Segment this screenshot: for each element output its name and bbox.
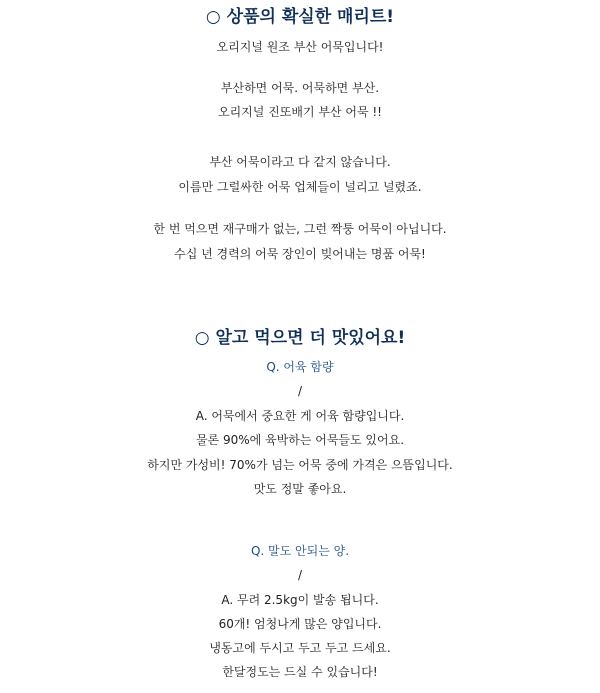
section-heading-tips: ○ 알고 먹으면 더 맛있어요! [194,328,406,348]
answer-line: A. 무려 2.5kg이 발송 됩니다. [221,593,379,607]
merit-line-5: 이름만 그럴싸한 어묵 업체들이 널리고 널렸죠. [178,180,422,194]
answer-line: A. 어묵에서 중요한 게 어육 함량입니다. [195,409,405,423]
section-heading-merit: ○ 상품의 확실한 매리트! [205,7,395,27]
merit-line-2: 부산하면 어묵. 어묵하면 부산. [220,81,380,95]
answer-line: 맛도 정말 좋아요. [253,482,347,496]
answer-line: 한달정도는 드실 수 있습니다! [222,665,378,679]
qa-separator: / [297,384,303,398]
merit-line-3: 오리지널 진또배기 부산 어묵 !! [218,105,382,119]
answer-line: 하지만 가성비! 70%가 넘는 어묵 중에 가격은 으뜸입니다. [147,458,453,472]
question-quantity: Q. 말도 안되는 양. [250,544,350,558]
merit-line-6: 한 번 먹으면 재구매가 없는, 그런 짝퉁 어묵이 아닙니다. [153,222,447,236]
merit-line-4: 부산 어묵이라고 다 같지 않습니다. [209,155,391,169]
merit-line-1: 오리지널 원조 부산 어묵입니다! [216,40,384,54]
question-fish-content: Q. 어육 함량 [266,360,334,374]
qa-separator: / [297,568,303,582]
answer-line: 물론 90%에 육박하는 어묵들도 있어요. [195,433,405,447]
answer-line: 60개! 엄청나게 많은 양입니다. [218,617,382,631]
answer-line: 냉동고에 두시고 두고 두고 드세요. [209,641,391,655]
merit-line-7: 수십 년 경력의 어묵 장인이 빚어내는 명품 어묵! [174,247,426,261]
